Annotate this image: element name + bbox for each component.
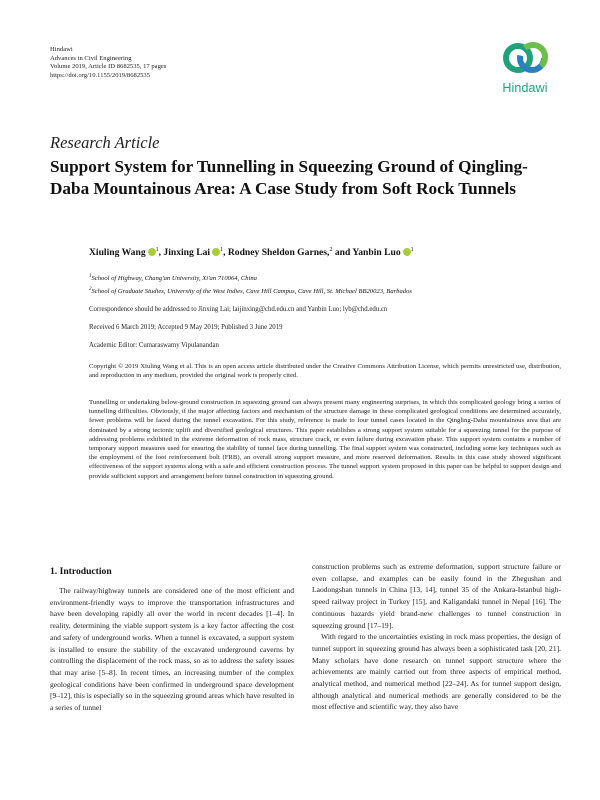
- hindawi-logo-text: Hindawi: [502, 81, 548, 95]
- correspondence-line: Correspondence should be addressed to Jinxing Lai; laijinxing@chd.edu.cn and Yanbin Luo; lyb@chd.edu.cn: [89, 306, 388, 313]
- author-name[interactable]: Xiuling Wang: [89, 247, 146, 259]
- author-affiliation-mark: 1: [155, 247, 159, 253]
- body-paragraph: With regard to the uncertainties existing in rock mass properties, the design of tunnel support in squeezing ground has always been a sophisticated task [20, 21]. Many scholars have done research on tunnel support structure where the achievements are mainly carried out from three aspects of empirical method, analytical method, and numerical method [22–24]. As for tunnel support design, although analytical and numerical methods are generally considered to be the most effective and scientific way, they also have: [312, 632, 561, 712]
- author-list: [89, 247, 414, 258]
- author-separator: ,: [223, 247, 228, 259]
- article-title: Support System for Tunnelling in Squeezing Ground of Qingling-Daba Mountainous Area: A Case Study from Soft Rock Tunnels: [50, 157, 528, 198]
- affiliations: [89, 271, 412, 297]
- author-name[interactable]: Rodney Sheldon Garnes,: [227, 247, 330, 259]
- author-name[interactable]: Yanbin Luo: [352, 247, 401, 259]
- orcid-icon[interactable]: [403, 248, 411, 256]
- body-column-left: The railway/highway tunnels are considered one of the most efficient and environment-friendly ways to improve the transportation infrastructures and have been developing rapidly all over the world in recent decades [1–4]. In reality, determining the viable support system is a key factor affecting the cost and safety of underground works. When a tunnel is excavated, a support system is installed to ensure the stability of the excavated underground caverns by controlling the displacement of the rock mass, so as to address the safety issues that may arise [5–8]. In recent times, an increasing number of the complex geological conditions have been confirmed in underground space development [9–12], this is especially so in the squeezing ground areas which have resulted in a series of tunnel: [50, 586, 294, 713]
- author-separator: and: [332, 247, 353, 259]
- orcid-icon[interactable]: [148, 248, 156, 256]
- publisher-name: Hindawi: [50, 46, 73, 53]
- author-affiliation-mark: 1: [410, 247, 414, 253]
- hindawi-logo: [488, 36, 562, 110]
- editor-line: Academic Editor: Cumaraswamy Vipulanandan: [89, 342, 219, 349]
- affiliation: $^2$School of Graduate Studies, University of the West Indies, Cave Hill Campus, Cave Hill, St. Michael BB20023, Barbados: [89, 287, 412, 296]
- dates-line: Received 6 March 2019; Accepted 9 May 2019; Published 3 June 2019: [89, 324, 283, 331]
- body-column-right: [312, 561, 561, 713]
- author-affiliation-mark: 1: [220, 247, 224, 253]
- author-name[interactable]: Jinxing Lai: [163, 247, 211, 259]
- affiliation: $^1$School of Highway, Chang'an University, Xi'an 710064, China: [89, 274, 257, 283]
- orcid-icon[interactable]: [212, 248, 220, 256]
- copyright-notice: Copyright © 2019 Xiuling Wang et al. This is an open access article distributed under the Creative Commons Attribution License, which permits unrestricted use, distribution, and reproduction in any medium, provided the original work is properly cited.: [89, 363, 561, 380]
- abstract-text: Tunnelling or undertaking below-ground construction in squeezing ground can always present many engineering surprises, in which this complicated geology bring a series of tunnelling difficulties. Obviously, if the major affecting factors and mechanism of the structure damage in these complicated geological conditions are determined accurately, fewer problems will be faced during the tunnel excavation. For this study, reference is made to four tunnel cases located in the Qingling-Daba mountainous area that are dominated by a strong tectonic uplift and diversified geological structures. This paper establishes a strong support system suitable for a squeezing tunnel for the purpose of addressing problems exhibited in the extreme deformation of rock mass, structure crack, or even failure during excavation phase. This support system contains a number of temporary support measures used for ensuring the stability of tunnel face during tunnelling. The final support system was constructed, including some key techniques such as the employment of the foot reinforcement bolt (FRB), an overall strong support measure, and more reserved deformation. Results in this case study showed significant effectiveness of the support systems along with a safe and efficient construction process. The tunnel support system proposed in this paper can be helpful to support design and provide sufficient support and arrangement before tunnel construction in squeezing ground.: [89, 399, 561, 480]
- doi-link[interactable]: https://doi.org/10.1155/2019/8682535: [50, 71, 151, 79]
- article-type: Research Article: [50, 133, 160, 152]
- body-paragraph: construction problems such as extreme deformation, support structure failure or even collapse, and examples can be easily found in the Zhegushan and Laodongshan tunnels in China [13, 14], tunnel 35 of the Ankara-Istanbul high-speed railway project in Turkey [15], and Kaligandaki tunnel in Nepal [16]. The continuous hazards yield brand-new challenges to tunnel construction in squeezing ground [17–19].: [312, 562, 561, 630]
- journal-meta: [50, 46, 166, 80]
- volume-info: Volume 2019, Article ID 8682535, 17 pages: [50, 63, 167, 71]
- journal-name: Advances in Civil Engineering: [50, 54, 132, 62]
- hindawi-logo-icon: [501, 36, 549, 80]
- author-separator: ,: [158, 247, 164, 259]
- section-heading: 1. Introduction: [50, 566, 112, 577]
- author-affiliation-mark: 2: [329, 247, 333, 253]
